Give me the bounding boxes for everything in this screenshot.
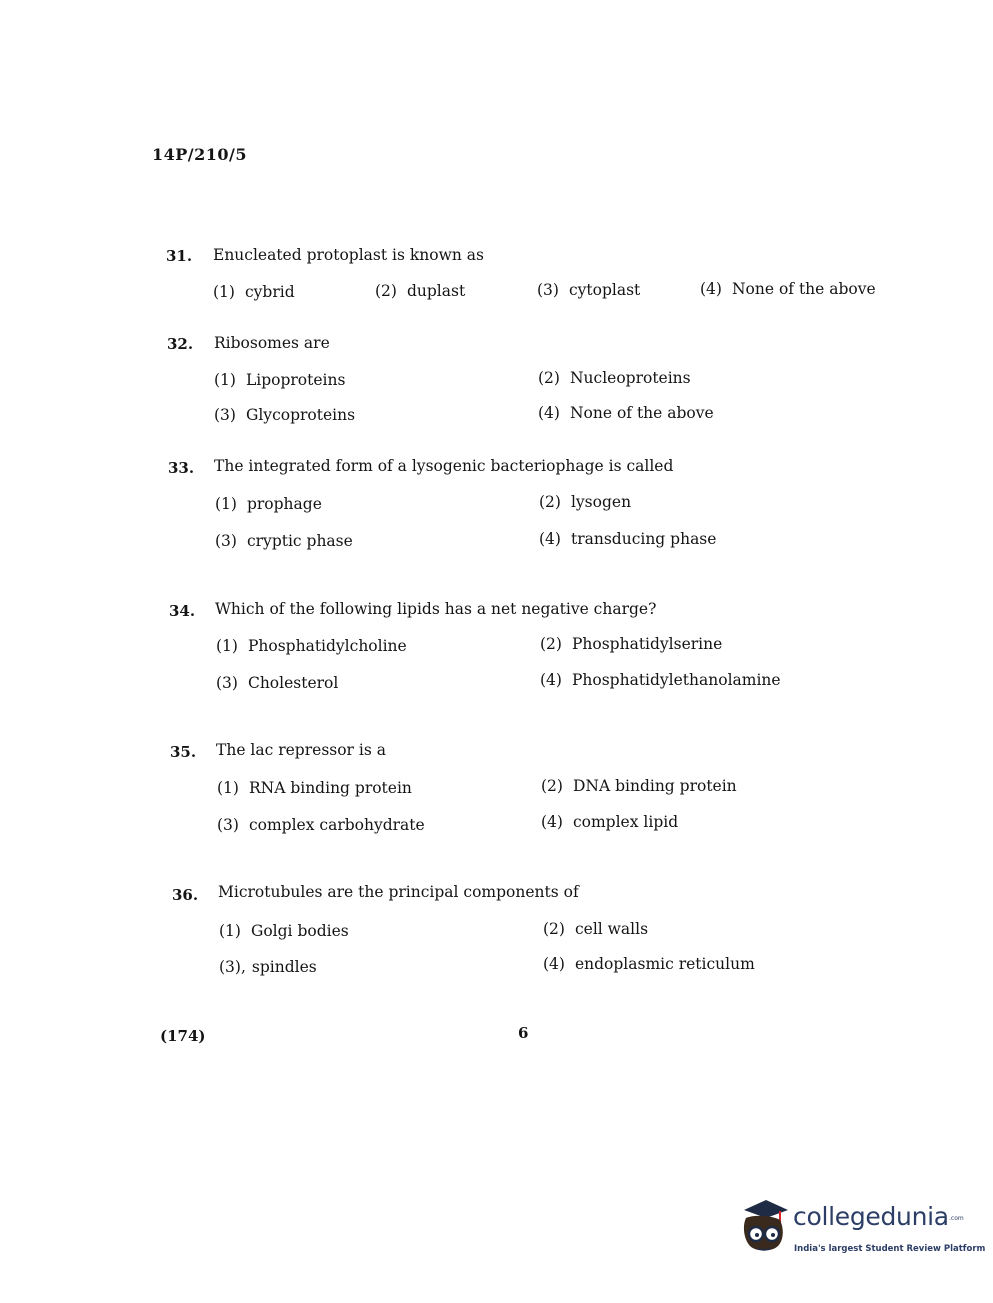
option-1: (1) Phosphatidylcholine bbox=[216, 637, 407, 655]
option-3: (3) complex carbohydrate bbox=[217, 816, 425, 834]
brand-tagline: India's largest Student Review Platform bbox=[794, 1244, 986, 1254]
option-2: (2) cell walls bbox=[543, 920, 649, 938]
option-4: (4) None of the above bbox=[538, 404, 714, 422]
question-text: Enucleated protoplast is known as bbox=[213, 246, 484, 264]
option-3: (3) cryptic phase bbox=[215, 532, 353, 550]
option-2: (2) DNA binding protein bbox=[541, 777, 737, 795]
booklet-number: (174) bbox=[160, 1027, 206, 1045]
option-4: (4) complex lipid bbox=[541, 813, 679, 831]
question-text: Ribosomes are bbox=[214, 334, 330, 352]
brand-domain-suffix: .com bbox=[949, 1215, 964, 1222]
question-number: 31. bbox=[166, 247, 193, 265]
student-mascot-icon bbox=[736, 1196, 792, 1260]
option-2: (2) Nucleoproteins bbox=[538, 369, 691, 387]
collegedunia-watermark bbox=[736, 1196, 986, 1266]
option-2: (2) Phosphatidylserine bbox=[540, 635, 723, 653]
question-number: 36. bbox=[172, 886, 199, 904]
question-number: 33. bbox=[168, 459, 195, 477]
option-4: (4) None of the above bbox=[700, 280, 876, 298]
option-4: (4) endoplasmic reticulum bbox=[543, 955, 755, 973]
option-3: (3) cytoplast bbox=[537, 281, 641, 299]
option-2: (2) duplast bbox=[375, 282, 466, 300]
option-3: (3) Cholesterol bbox=[216, 674, 339, 692]
question-text: Microtubules are the principal components of bbox=[218, 883, 579, 901]
brand-name: collegedunia bbox=[793, 1202, 949, 1231]
option-4: (4) transducing phase bbox=[539, 530, 717, 548]
question-text: Which of the following lipids has a net negative charge? bbox=[215, 600, 657, 618]
question-text: The integrated form of a lysogenic bacteriophage is called bbox=[214, 457, 674, 475]
option-2: (2) lysogen bbox=[539, 493, 632, 511]
option-1: (1) prophage bbox=[215, 495, 322, 513]
option-1: (1) RNA binding protein bbox=[217, 779, 412, 797]
paper-code: 14P/210/5 bbox=[152, 145, 248, 164]
question-text: The lac repressor is a bbox=[216, 741, 386, 759]
option-1: (1) Golgi bodies bbox=[219, 922, 349, 940]
question-number: 32. bbox=[167, 335, 194, 353]
question-number: 35. bbox=[170, 743, 197, 761]
page-number: 6 bbox=[518, 1024, 529, 1042]
question-number: 34. bbox=[169, 602, 196, 620]
option-1: (1) Lipoproteins bbox=[214, 371, 346, 389]
option-3: (3), spindles bbox=[219, 958, 317, 976]
option-1: (1) cybrid bbox=[213, 283, 295, 301]
option-4: (4) Phosphatidylethanolamine bbox=[540, 671, 781, 689]
option-3: (3) Glycoproteins bbox=[214, 406, 356, 424]
